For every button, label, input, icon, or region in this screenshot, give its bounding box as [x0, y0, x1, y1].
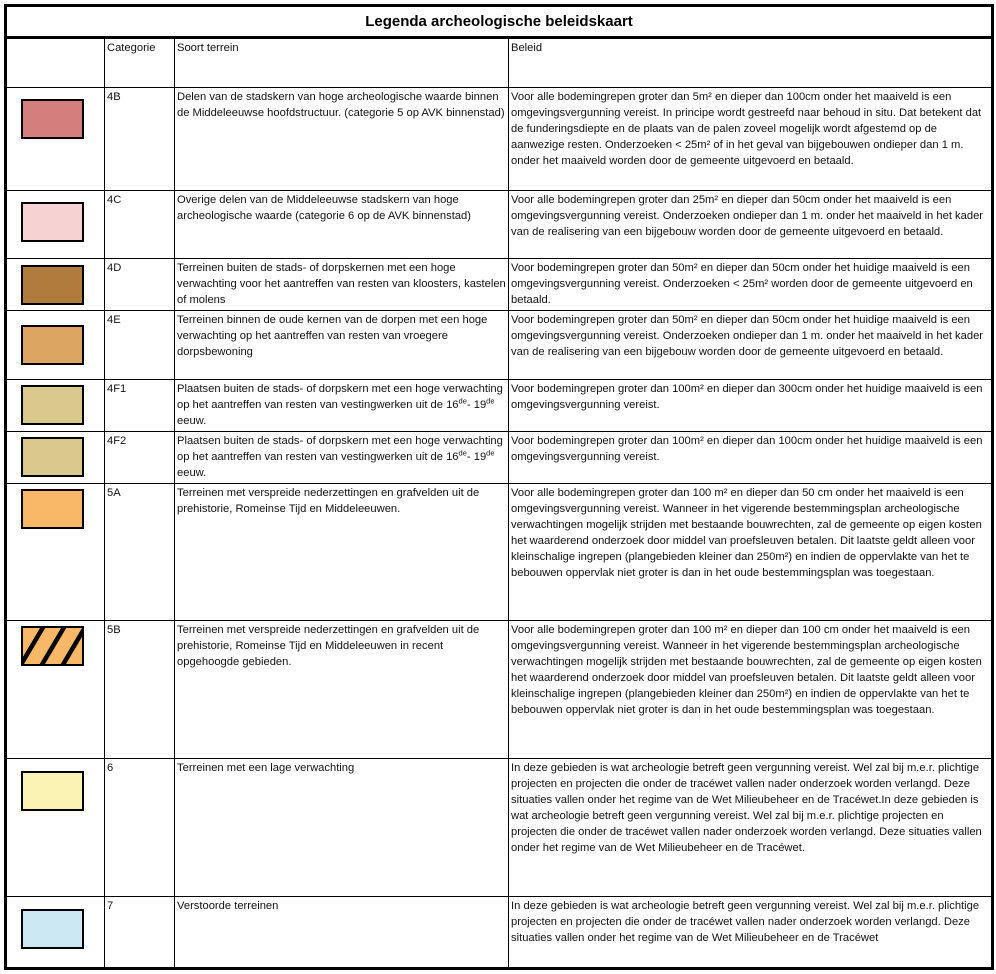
table-row: [7, 432, 991, 484]
terrain-description: [175, 380, 509, 431]
table-row: [7, 897, 991, 967]
terrain-description: [175, 432, 509, 483]
terrain-text: eeuw.: [177, 467, 207, 480]
category-code: 4D: [105, 259, 175, 310]
table-row: [7, 191, 991, 259]
table-row: [7, 621, 991, 759]
policy-text: Voor alle bodemingrepen groter dan 25m² en dieper dan 50cm onder het maaiveld is een omgevingsvergunning vereist. Onderzoeken ondieper dan 1 m. onder het maaiveld in het kader van de realisering van een bijgebouw worden door de gemeente uitgevoerd en betaald.: [511, 194, 984, 239]
header-soort-terrein: Soort terrein: [175, 39, 509, 87]
hatch-pattern: [23, 628, 82, 664]
terrain-text: eeuw.: [177, 415, 207, 428]
legend-title: Legenda archeologische beleidskaart: [7, 7, 991, 39]
category-code: 4F2: [105, 432, 175, 483]
policy-text: Voor bodemingrepen groter dan 50m² en dieper dan 50cm onder het huidige maaiveld is een omgevingsvergunning vereist. Onderzoeken ondieper dan 1 m. onder het maaiveld in het kader van de realisering van een bijgebouw worden door de gemeente uitgevoerd en betaald.: [511, 314, 984, 359]
swatch-cell: [7, 191, 105, 258]
swatch-cell: [7, 621, 105, 758]
swatch-cell: [7, 432, 105, 483]
swatch-cell: [7, 380, 105, 431]
header-beleid: Beleid: [511, 42, 543, 54]
color-swatch-5a: [21, 489, 84, 529]
category-code: 4C: [105, 191, 175, 258]
color-swatch-4f2: [21, 437, 84, 477]
category-code: 4B: [105, 88, 175, 190]
category-code: 6: [105, 759, 175, 896]
terrain-description: Terreinen met een lage verwachting: [175, 759, 509, 896]
category-code: 4E: [105, 311, 175, 379]
policy-text: Voor alle bodemingrepen groter dan 5m² en dieper dan 100cm onder het maaiveld is een omgevingsvergunning vereist. In principe wordt gestreefd naar behoud in situ. Dat betekent dat de funderingsdiepte en de plaats van de palen zoveel mogelijk wordt afgestemd op de aanwezige resten. Onderzoeken < 25m² of in het geval van bijgebouwen ondieper dan 1 m. onder het maaiveld worden door de gemeente uitgevoerd en betaald.: [511, 91, 982, 168]
terrain-description: Terreinen buiten de stads- of dorpskernen met een hoge verwachting voor het aantreffen van resten van kloosters, kastelen of molens: [175, 259, 509, 310]
policy-text: Voor alle bodemingrepen groter dan 100 m² en dieper dan 100 cm onder het maaiveld is een omgevingsvergunning vereist. Wanneer in het vigerende bestemmingsplan archeologische verwachtingen mogelijk strijden met bestaande bouwrechten, zal de gemeente op eigen kosten het waarderend onderzoek door middel van proefsleuven betalen. Dit laatste geldt alleen voor kleinschalige ingrepen (plangebieden kleiner dan 250m²) en indien de oppervlakte van het te bebouwen oppervlak niet groter is dan in het oude bestemmingsplan was toegestaan.: [511, 624, 982, 717]
color-swatch-4f1: [21, 385, 84, 425]
swatch-cell: [7, 311, 105, 379]
terrain-sup: de: [486, 396, 495, 406]
policy-text: In deze gebieden is wat archeologie betreft geen vergunning vereist. Wel zal bij m.e.r. plichtige projecten en projecten die onder de tracéwet vallen nader onderzoek worden verlangd. Deze situaties vallen onder het regime van de Wet Milieubeheer en de Tracéwet.In deze gebieden is wat archeologie betreft geen vergunning vereist. Wel zal bij m.e.r. plichtige projecten en projecten die onder de tracéwet vallen nader onderzoek worden verlangd. Deze situaties vallen onder het regime van de Wet Milieubeheer en de Tracéwet.: [511, 762, 982, 855]
category-code: 5A: [105, 484, 175, 620]
terrain-description: Terreinen binnen de oude kernen van de dorpen met een hoge verwachting op het aantreffen van resten van vroegere dorpsbewoning: [175, 311, 509, 379]
policy-text: In deze gebieden is wat archeologie betreft geen vergunning vereist. Wel zal bij m.e.r. plichtige projecten en projecten die onder de tracéwet vallen nader onderzoek worden verlangd. Deze situaties vallen onder het regime van de Wet Milieubeheer en de Tracéwet: [511, 900, 980, 945]
terrain-text: - 19: [466, 399, 487, 412]
swatch-cell: [7, 897, 105, 967]
terrain-text: Plaatsen buiten de stads- of dorpskern met een hoge verwachting op het aantreffen van resten van vestingwerken uit de 16: [177, 383, 503, 412]
color-swatch-6: [21, 771, 84, 811]
policy-text: Voor bodemingrepen groter dan 50m² en dieper dan 50cm onder het huidige maaiveld is een omgevingsvergunning vereist. Onderzoeken < 25m² worden door de gemeente uitgevoerd en betaald.: [511, 262, 973, 307]
hatched-color-swatch-5b: [21, 626, 84, 666]
table-row: [7, 484, 991, 621]
table-row: [7, 259, 991, 311]
terrain-sup: de: [458, 396, 467, 406]
table-row: [7, 380, 991, 432]
table-row: [7, 88, 991, 191]
terrain-sup: de: [458, 448, 467, 458]
category-code: 7: [105, 897, 175, 967]
terrain-description: Terreinen met verspreide nederzettingen en grafvelden uit de prehistorie, Romeinse Tijd en Middeleeuwen in recent opgehoogde gebieden.: [175, 621, 509, 758]
header-categorie: Categorie: [105, 39, 175, 87]
swatch-cell: [7, 759, 105, 896]
color-swatch-7: [21, 909, 84, 949]
policy-text: Voor bodemingrepen groter dan 100m² en dieper dan 300cm onder het huidige maaiveld is een omgevingsvergunning vereist.: [511, 383, 983, 412]
category-code: 4F1: [105, 380, 175, 431]
policy-text: Voor bodemingrepen groter dan 100m² en dieper dan 100cm onder het huidige maaiveld is een omgevingsvergunning vereist.: [511, 435, 983, 464]
swatch-cell: [7, 88, 105, 190]
color-swatch-4e: [21, 325, 84, 365]
legend-table: [4, 4, 994, 970]
policy-text: Voor alle bodemingrepen groter dan 100 m² en dieper dan 50 cm onder het maaiveld is een omgevingsvergunning vereist. Wanneer in het vigerende bestemmingsplan archeologische verwachtingen mogelijk strijden met bestaande bouwrechten, zal de gemeente op eigen kosten het waarderend onderzoek door middel van proefsleuven betalen. Dit laatste geldt alleen voor kleinschalige ingrepen (plangebieden kleiner dan 250m²) en indien de oppervlakte van het te bebouwen oppervlak niet groter is dan in het oude bestemmingsplan was toegestaan.: [511, 487, 982, 580]
table-row: [7, 311, 991, 380]
terrain-text: Plaatsen buiten de stads- of dorpskern met een hoge verwachting op het aantreffen van resten van vestingwerken uit de 16: [177, 435, 503, 464]
table-row: [7, 759, 991, 897]
terrain-sup: de: [486, 448, 495, 458]
terrain-description: Delen van de stadskern van hoge archeologische waarde binnen de Middeleeuwse hoofdstructuur. (categorie 5 op AVK binnenstad): [175, 88, 509, 190]
color-swatch-4c: [21, 202, 84, 242]
header-row: [7, 39, 991, 88]
terrain-description: Verstoorde terreinen: [175, 897, 509, 967]
category-code: 5B: [105, 621, 175, 758]
terrain-description: Terreinen met verspreide nederzettingen en grafvelden uit de prehistorie, Romeinse Tijd en Middeleeuwen.: [175, 484, 509, 620]
swatch-cell: [7, 259, 105, 310]
header-swatch-cell: [7, 39, 105, 87]
swatch-cell: [7, 484, 105, 620]
color-swatch-4b: [21, 99, 84, 139]
terrain-description: Overige delen van de Middeleeuwse stadskern van hoge archeologische waarde (categorie 6 op de AVK binnenstad): [175, 191, 509, 258]
terrain-text: - 19: [466, 451, 487, 464]
color-swatch-4d: [21, 265, 84, 305]
